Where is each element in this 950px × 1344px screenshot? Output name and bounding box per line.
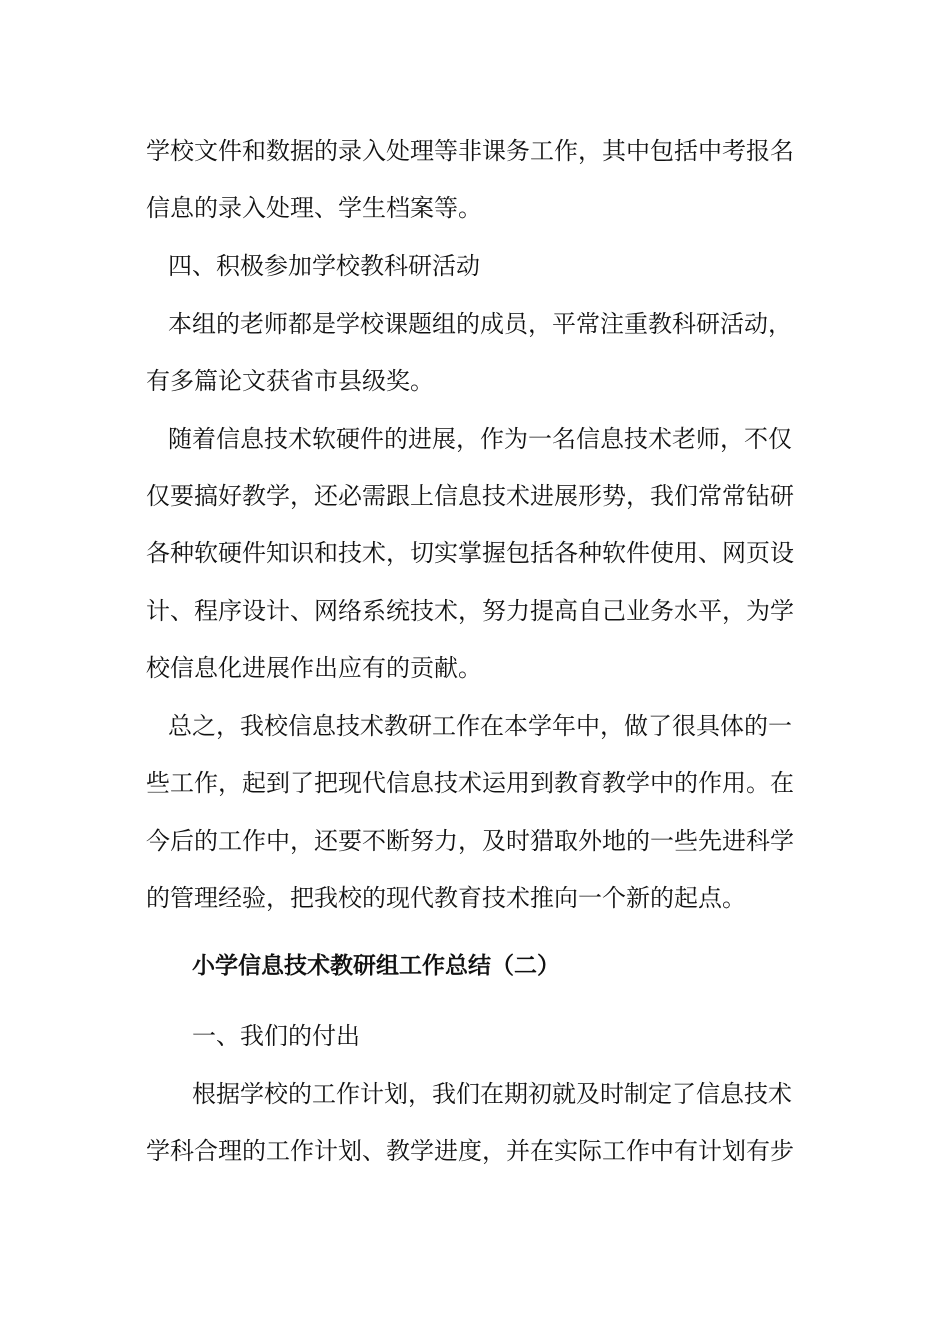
paragraph-line: 些工作，起到了把现代信息技术运用到教育教学中的作用。在 bbox=[146, 769, 794, 797]
document-title: 小学信息技术教研组工作总结（二） bbox=[192, 953, 560, 979]
paragraph-line: 各种软硬件知识和技术，切实掌握包括各种软件使用、网页设 bbox=[146, 539, 794, 567]
paragraph-line: 今后的工作中，还要不断努力，及时猎取外地的一些先进科学 bbox=[146, 827, 794, 855]
paragraph-line: 学校文件和数据的录入处理等非课务工作，其中包括中考报名 bbox=[146, 137, 794, 165]
paragraph-line: 计、程序设计、网络系统技术，努力提高自己业务水平，为学 bbox=[146, 597, 794, 625]
section-heading: 一、我们的付出 bbox=[192, 1022, 360, 1050]
paragraph-line: 根据学校的工作计划，我们在期初就及时制定了信息技术 bbox=[192, 1080, 792, 1108]
paragraph-line: 的管理经验，把我校的现代教育技术推向一个新的起点。 bbox=[146, 884, 746, 912]
paragraph-line: 有多篇论文获省市县级奖。 bbox=[146, 367, 434, 395]
paragraph-line: 总之，我校信息技术教研工作在本学年中，做了很具体的一 bbox=[168, 712, 792, 740]
paragraph-line: 学科合理的工作计划、教学进度，并在实际工作中有计划有步 bbox=[146, 1137, 794, 1165]
paragraph-line: 本组的老师都是学校课题组的成员，平常注重教科研活动， bbox=[168, 310, 792, 338]
paragraph-line: 仅要搞好教学，还必需跟上信息技术进展形势，我们常常钻研 bbox=[146, 482, 794, 510]
section-heading: 四、积极参加学校教科研活动 bbox=[168, 252, 480, 280]
paragraph-line: 随着信息技术软硬件的进展，作为一名信息技术老师，不仅 bbox=[168, 425, 792, 453]
paragraph-line: 信息的录入处理、学生档案等。 bbox=[146, 194, 482, 222]
paragraph-line: 校信息化进展作出应有的贡献。 bbox=[146, 654, 482, 682]
